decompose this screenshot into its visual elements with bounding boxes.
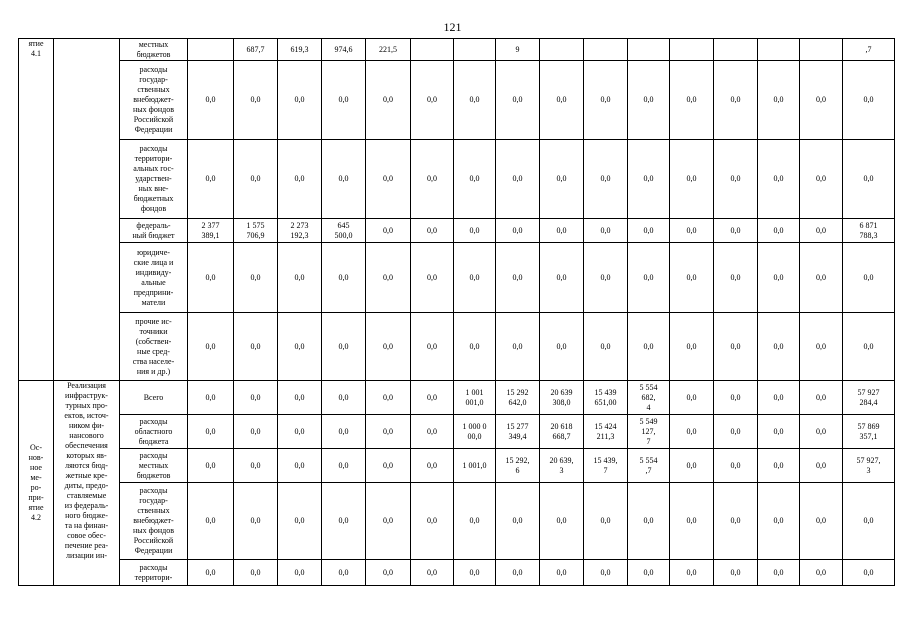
value-cell: 0,0 <box>800 313 843 381</box>
value-cell: 0,0 <box>496 243 540 313</box>
value-cell: 0,0 <box>496 61 540 140</box>
value-cell: 0,0 <box>366 560 411 586</box>
value-cell: 0,0 <box>278 381 322 415</box>
value-cell: 0,0 <box>670 483 714 560</box>
funding-source-cell: расходы государ- ственных внебюджет- ных фондов Российской Федерации <box>120 61 188 140</box>
value-cell: 0,0 <box>278 61 322 140</box>
value-cell: 0,0 <box>670 243 714 313</box>
table-row <box>19 61 895 140</box>
value-cell: 0,0 <box>800 381 843 415</box>
value-cell: 221,5 <box>366 39 411 61</box>
value-cell: 0,0 <box>278 560 322 586</box>
funding-source-cell: местных бюджетов <box>120 39 188 61</box>
value-cell: 0,0 <box>758 449 800 483</box>
value-cell: 2 377 389,1 <box>188 219 234 243</box>
value-cell: 645 500,0 <box>322 219 366 243</box>
value-cell: 6 871 788,3 <box>843 219 895 243</box>
value-cell: 0,0 <box>454 219 496 243</box>
value-cell: 0,0 <box>843 140 895 219</box>
table-row <box>19 313 895 381</box>
value-cell: 0,0 <box>454 483 496 560</box>
value-cell: 0,0 <box>188 381 234 415</box>
funding-source-cell: прочие ис- точники (собствен- ные сред- ства населе- ния и др.) <box>120 313 188 381</box>
value-cell: 0,0 <box>670 381 714 415</box>
budget-table <box>18 38 895 586</box>
value-cell: 0,0 <box>234 243 278 313</box>
value-cell: 0,0 <box>758 313 800 381</box>
funding-source-cell: расходы областного бюджета <box>120 415 188 449</box>
table-row <box>19 560 895 586</box>
value-cell: 0,0 <box>278 313 322 381</box>
value-cell <box>411 39 454 61</box>
value-cell: 15 439 651,00 <box>584 381 628 415</box>
value-cell: 0,0 <box>758 381 800 415</box>
value-cell: 0,0 <box>322 483 366 560</box>
value-cell <box>584 39 628 61</box>
table-row <box>19 219 895 243</box>
value-cell: 0,0 <box>234 483 278 560</box>
value-cell: 0,0 <box>234 381 278 415</box>
value-cell: 0,0 <box>188 61 234 140</box>
value-cell: 20 639 308,0 <box>540 381 584 415</box>
value-cell: 0,0 <box>540 483 584 560</box>
value-cell: 0,0 <box>584 219 628 243</box>
budget-table-body <box>19 39 895 586</box>
value-cell: 0,0 <box>188 560 234 586</box>
value-cell: 0,0 <box>714 449 758 483</box>
value-cell: 0,0 <box>322 381 366 415</box>
value-cell: 0,0 <box>714 381 758 415</box>
value-cell: 0,0 <box>584 140 628 219</box>
value-cell: 2 273 192,3 <box>278 219 322 243</box>
value-cell: 0,0 <box>366 313 411 381</box>
funding-source-cell: расходы территори- альных гос- ударствен- ных вне- бюджетных фондов <box>120 140 188 219</box>
value-cell: 0,0 <box>540 140 584 219</box>
funding-source-cell: расходы местных бюджетов <box>120 449 188 483</box>
value-cell <box>670 39 714 61</box>
value-cell: 0,0 <box>540 243 584 313</box>
funding-source-cell: Всего <box>120 381 188 415</box>
value-cell: 0,0 <box>411 219 454 243</box>
value-cell <box>454 39 496 61</box>
value-cell: 0,0 <box>411 560 454 586</box>
value-cell: 0,0 <box>454 313 496 381</box>
value-cell: 0,0 <box>454 140 496 219</box>
value-cell: 0,0 <box>843 243 895 313</box>
value-cell: 0,0 <box>366 483 411 560</box>
value-cell: 0,0 <box>234 61 278 140</box>
value-cell: 0,0 <box>496 483 540 560</box>
value-cell: 0,0 <box>188 415 234 449</box>
table-row <box>19 243 895 313</box>
value-cell: 1 001,0 <box>454 449 496 483</box>
value-cell: 974,6 <box>322 39 366 61</box>
value-cell: 0,0 <box>670 313 714 381</box>
value-cell: 0,0 <box>322 313 366 381</box>
value-cell: 0,0 <box>670 140 714 219</box>
value-cell: 0,0 <box>540 61 584 140</box>
value-cell: 0,0 <box>628 313 670 381</box>
table-row <box>19 483 895 560</box>
table-row <box>19 39 895 61</box>
value-cell: 0,0 <box>714 140 758 219</box>
value-cell: 0,0 <box>234 560 278 586</box>
value-cell: 0,0 <box>758 140 800 219</box>
value-cell: 20 639, 3 <box>540 449 584 483</box>
value-cell: 0,0 <box>234 140 278 219</box>
value-cell: 0,0 <box>670 61 714 140</box>
value-cell: 0,0 <box>670 415 714 449</box>
value-cell: 57 927 284,4 <box>843 381 895 415</box>
activity-number-cell: ятие 4.1 <box>19 39 54 381</box>
value-cell: 57 869 357,1 <box>843 415 895 449</box>
value-cell: 0,0 <box>454 61 496 140</box>
value-cell: 0,0 <box>411 313 454 381</box>
value-cell: 0,0 <box>800 415 843 449</box>
value-cell: 0,0 <box>800 61 843 140</box>
funding-source-cell: федераль- ный бюджет <box>120 219 188 243</box>
value-cell: 0,0 <box>234 313 278 381</box>
value-cell: 0,0 <box>670 560 714 586</box>
value-cell <box>758 39 800 61</box>
value-cell: 0,0 <box>628 243 670 313</box>
value-cell: 15 439, 7 <box>584 449 628 483</box>
value-cell: 0,0 <box>234 449 278 483</box>
value-cell: 0,0 <box>411 483 454 560</box>
value-cell: 0,0 <box>758 243 800 313</box>
value-cell: 0,0 <box>496 313 540 381</box>
value-cell: 0,0 <box>714 219 758 243</box>
value-cell: 20 618 668,7 <box>540 415 584 449</box>
page-number: 121 <box>443 20 462 34</box>
value-cell: 0,0 <box>278 415 322 449</box>
value-cell: 0,0 <box>322 449 366 483</box>
activity-number-cell: Ос- нов- ное ме- ро- при- ятие 4.2 <box>19 381 54 586</box>
value-cell: 0,0 <box>278 140 322 219</box>
value-cell: 0,0 <box>411 243 454 313</box>
value-cell: 0,0 <box>496 140 540 219</box>
value-cell: 0,0 <box>540 313 584 381</box>
value-cell: 9 <box>496 39 540 61</box>
value-cell: 0,0 <box>278 483 322 560</box>
value-cell: 0,0 <box>714 415 758 449</box>
value-cell: 0,0 <box>584 243 628 313</box>
value-cell: 5 549 127, 7 <box>628 415 670 449</box>
value-cell: 0,0 <box>800 483 843 560</box>
value-cell: 0,0 <box>322 140 366 219</box>
value-cell: 0,0 <box>843 313 895 381</box>
value-cell: 1 001 001,0 <box>454 381 496 415</box>
value-cell: 0,0 <box>800 219 843 243</box>
value-cell: 15 292 642,0 <box>496 381 540 415</box>
value-cell: 0,0 <box>628 483 670 560</box>
funding-source-cell: расходы территори- <box>120 560 188 586</box>
value-cell: 0,0 <box>411 61 454 140</box>
value-cell: 15 277 349,4 <box>496 415 540 449</box>
value-cell: 0,0 <box>628 61 670 140</box>
value-cell: 1 575 706,9 <box>234 219 278 243</box>
value-cell: 0,0 <box>714 61 758 140</box>
value-cell: 0,0 <box>278 449 322 483</box>
value-cell: 687,7 <box>234 39 278 61</box>
value-cell <box>540 39 584 61</box>
value-cell: 0,0 <box>670 449 714 483</box>
value-cell <box>714 39 758 61</box>
value-cell: 0,0 <box>800 560 843 586</box>
value-cell: 0,0 <box>454 560 496 586</box>
value-cell: 0,0 <box>454 243 496 313</box>
activity-name-cell <box>54 39 120 381</box>
value-cell: 0,0 <box>843 560 895 586</box>
value-cell: 0,0 <box>322 415 366 449</box>
value-cell: 0,0 <box>278 243 322 313</box>
value-cell: 0,0 <box>366 219 411 243</box>
value-cell: 0,0 <box>496 560 540 586</box>
funding-source-cell: юридиче- ские лица и индивиду- альные предприни- матели <box>120 243 188 313</box>
value-cell: 0,0 <box>714 313 758 381</box>
value-cell: 0,0 <box>234 415 278 449</box>
value-cell: 0,0 <box>411 449 454 483</box>
value-cell: 0,0 <box>188 243 234 313</box>
value-cell <box>628 39 670 61</box>
value-cell: 0,0 <box>758 415 800 449</box>
value-cell: 0,0 <box>366 449 411 483</box>
value-cell: 1 000 0 00,0 <box>454 415 496 449</box>
funding-source-cell: расходы государ- ственных внебюджет- ных фондов Российской Федерации <box>120 483 188 560</box>
value-cell: 0,0 <box>188 483 234 560</box>
value-cell: 0,0 <box>758 219 800 243</box>
value-cell: 0,0 <box>584 313 628 381</box>
value-cell: 0,0 <box>714 243 758 313</box>
value-cell: 0,0 <box>366 243 411 313</box>
value-cell: 0,0 <box>758 483 800 560</box>
value-cell: 0,0 <box>322 560 366 586</box>
value-cell: 0,0 <box>366 415 411 449</box>
value-cell: 0,0 <box>366 381 411 415</box>
table-row <box>19 449 895 483</box>
value-cell: 0,0 <box>322 243 366 313</box>
value-cell: 0,0 <box>628 219 670 243</box>
table-row <box>19 415 895 449</box>
value-cell: 0,0 <box>366 61 411 140</box>
value-cell: 5 554 ,7 <box>628 449 670 483</box>
value-cell: 0,0 <box>800 449 843 483</box>
value-cell: 0,0 <box>758 61 800 140</box>
value-cell: 0,0 <box>628 560 670 586</box>
value-cell: 0,0 <box>188 140 234 219</box>
value-cell <box>800 39 843 61</box>
value-cell: 619,3 <box>278 39 322 61</box>
value-cell: 0,0 <box>670 219 714 243</box>
value-cell: 15 424 211,3 <box>584 415 628 449</box>
value-cell: 0,0 <box>584 483 628 560</box>
value-cell: ,7 <box>843 39 895 61</box>
value-cell: 0,0 <box>584 560 628 586</box>
table-row <box>19 140 895 219</box>
value-cell: 0,0 <box>584 61 628 140</box>
value-cell: 0,0 <box>628 140 670 219</box>
value-cell <box>188 39 234 61</box>
value-cell: 0,0 <box>188 313 234 381</box>
value-cell: 0,0 <box>758 560 800 586</box>
value-cell: 0,0 <box>411 415 454 449</box>
value-cell: 0,0 <box>411 140 454 219</box>
value-cell: 0,0 <box>540 219 584 243</box>
value-cell: 0,0 <box>188 449 234 483</box>
value-cell: 0,0 <box>366 140 411 219</box>
value-cell: 0,0 <box>843 61 895 140</box>
value-cell: 15 292, 6 <box>496 449 540 483</box>
value-cell: 0,0 <box>714 560 758 586</box>
value-cell: 57 927, 3 <box>843 449 895 483</box>
value-cell: 0,0 <box>800 243 843 313</box>
value-cell: 0,0 <box>714 483 758 560</box>
value-cell: 0,0 <box>411 381 454 415</box>
value-cell: 0,0 <box>843 483 895 560</box>
activity-name-cell: Реализация инфраструк- турных про- ектов, источ- ником фи- нансового обеспечения которых яв- ляются бюд- жетные кре- диты, предо- ставляемые из федераль- ного бюдже- та на финан- совое обес- печение реа- лизации ин- <box>54 381 120 586</box>
table-row <box>19 381 895 415</box>
value-cell: 0,0 <box>496 219 540 243</box>
value-cell: 5 554 682, 4 <box>628 381 670 415</box>
value-cell: 0,0 <box>322 61 366 140</box>
value-cell: 0,0 <box>800 140 843 219</box>
value-cell: 0,0 <box>540 560 584 586</box>
